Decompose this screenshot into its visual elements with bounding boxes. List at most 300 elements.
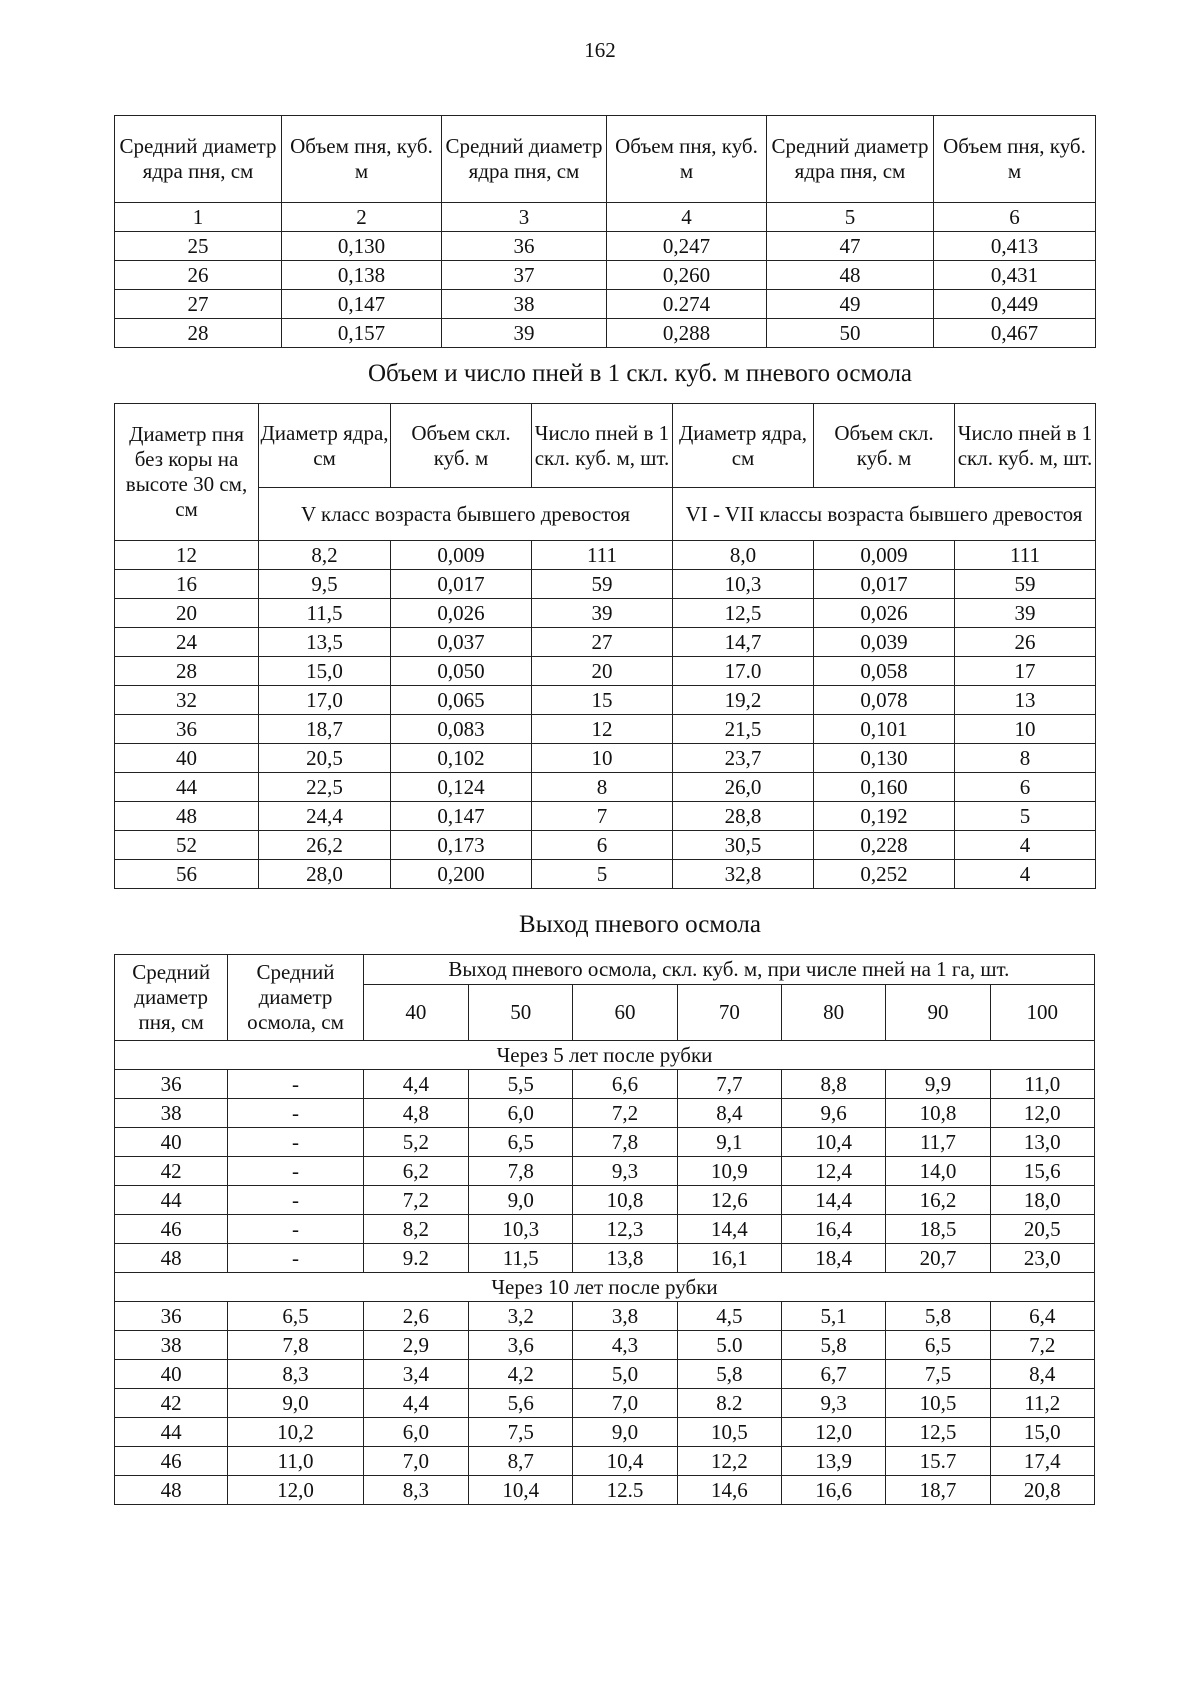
table-cell: 0,130 [282,232,442,261]
table-row [115,599,1096,628]
table-cell: 38 [115,1331,228,1360]
table-cell: 6 [955,773,1096,802]
table-cell: 28,0 [259,860,391,889]
table-cell: 15,6 [990,1157,1094,1186]
table-cell: 5,8 [886,1302,990,1331]
table-cell: 48 [115,1244,228,1273]
table-cell: 16 [115,570,259,599]
class-v-header: V класс возраста бывшего древостоя [259,488,673,541]
table-row [115,1476,1095,1505]
section-row [115,1041,1095,1070]
count-header: 100 [990,985,1094,1041]
table-cell: 0,200 [391,860,532,889]
table-cell: 9,1 [677,1128,781,1157]
count-header: 60 [573,985,677,1041]
table-cell: 7,8 [573,1128,677,1157]
table-cell: 28 [115,319,282,348]
table-cell: 0,078 [814,686,955,715]
header-cell: Средний диаметр ядра пня, см [115,116,282,203]
table-cell: 4,4 [363,1389,468,1418]
table-cell: 0,247 [607,232,767,261]
table-cell: 7,2 [573,1099,677,1128]
table-cell: 5,8 [781,1331,885,1360]
table-cell: 40 [115,1360,228,1389]
table-cell: 7,5 [469,1418,573,1447]
table-cell: 5 [955,802,1096,831]
table-cell: 10,5 [677,1418,781,1447]
table-cell: 0,160 [814,773,955,802]
table-cell: 48 [115,802,259,831]
table-cell: 26 [115,261,282,290]
table-cell: 36 [442,232,607,261]
table-cell: 10,5 [886,1389,990,1418]
table-cell: 2,9 [363,1331,468,1360]
table-cell: 10,3 [673,570,814,599]
table-row [115,1128,1095,1157]
table-cell: 23,0 [990,1244,1094,1273]
table-cell: 0,026 [391,599,532,628]
table-cell: 20,5 [990,1215,1094,1244]
table-cell: 7,0 [573,1389,677,1418]
table-cell: - [228,1215,363,1244]
table-cell: 8,2 [259,541,391,570]
table-cell: - [228,1070,363,1099]
table-cell: 15,0 [259,657,391,686]
table-cell: 20,8 [990,1476,1094,1505]
table-cell: 12,0 [781,1418,885,1447]
table-cell: 0,026 [814,599,955,628]
table-cell: 37 [442,261,607,290]
table-cell: 3,6 [469,1331,573,1360]
table-cell: - [228,1244,363,1273]
table-cell: 0,147 [282,290,442,319]
table-cell: 0,050 [391,657,532,686]
table-cell: 10,2 [228,1418,363,1447]
table-cell: 46 [115,1447,228,1476]
table-cell: 3,4 [363,1360,468,1389]
table-cell: 7,2 [363,1186,468,1215]
header-cell: Средний диаметр пня, см [115,955,228,1041]
table-cell: 3,2 [469,1302,573,1331]
table-cell: 11,2 [990,1389,1094,1418]
table-cell: 6,5 [886,1331,990,1360]
table-cell: 5,8 [677,1360,781,1389]
table-cell: 8,3 [363,1476,468,1505]
table-cell: 0,083 [391,715,532,744]
table-row [115,1215,1095,1244]
table-cell: 7,5 [886,1360,990,1389]
table-row [115,1099,1095,1128]
count-header: 90 [886,985,990,1041]
table-cell: 12,4 [781,1157,885,1186]
table-cell: 9,3 [781,1389,885,1418]
table-cell: 28 [115,657,259,686]
table-cell: 5,5 [469,1070,573,1099]
class-vi-vii-header: VI - VII классы возраста бывшего древостоя [673,488,1096,541]
table-cell: 9,9 [886,1070,990,1099]
table-cell: 0,288 [607,319,767,348]
table-cell: 111 [955,541,1096,570]
table-header-row [115,404,1096,488]
table-row [115,802,1096,831]
table-cell: 17.0 [673,657,814,686]
table-cell: 6,0 [469,1099,573,1128]
table-cell: 12,5 [886,1418,990,1447]
table-cell: - [228,1157,363,1186]
table-cell: 14,7 [673,628,814,657]
table-cell: 12 [532,715,673,744]
table-cell: 0,413 [934,232,1096,261]
count-header: 80 [781,985,885,1041]
table-cell: 12,2 [677,1447,781,1476]
table-cell: 11,5 [259,599,391,628]
table-cell: 5.0 [677,1331,781,1360]
table-row [115,541,1096,570]
table-cell: 13,5 [259,628,391,657]
table-cell: 17,4 [990,1447,1094,1476]
table-cell: 11,0 [228,1447,363,1476]
table-cell: 12,0 [990,1099,1094,1128]
table-cell: 8,0 [673,541,814,570]
table-cell: 13,8 [573,1244,677,1273]
table-row [115,686,1096,715]
table-row [115,570,1096,599]
table-header-row [115,955,1095,985]
table-cell: 24 [115,628,259,657]
table-cell: 5,0 [573,1360,677,1389]
table-row [115,290,1096,319]
table-row [115,831,1096,860]
table-cell: 6,4 [990,1302,1094,1331]
table-cell: 0,138 [282,261,442,290]
table-row [115,715,1096,744]
table-cell: 26 [955,628,1096,657]
table-cell: 15.7 [886,1447,990,1476]
table-cell: 25 [115,232,282,261]
table-cell: 16,1 [677,1244,781,1273]
table-cell: 0,467 [934,319,1096,348]
table-row [115,319,1096,348]
table-cell: 9,0 [469,1186,573,1215]
resin-yield-table [114,954,1095,1505]
table-cell: 5,2 [363,1128,468,1157]
header-cell: Диаметр ядра, см [673,404,814,488]
count-header: 70 [677,985,781,1041]
table-header-row [115,116,1096,203]
table-cell: 14,4 [781,1186,885,1215]
column-number: 2 [282,203,442,232]
header-cell: Объем скл. куб. м [814,404,955,488]
header-cell: Диаметр пня без коры на высоте 30 см, см [115,404,259,541]
table-cell: 0,192 [814,802,955,831]
table-row [115,657,1096,686]
table-cell: 0,102 [391,744,532,773]
table-cell: 59 [532,570,673,599]
table-cell: 40 [115,1128,228,1157]
table-cell: - [228,1099,363,1128]
table-cell: 40 [115,744,259,773]
table-row [115,1389,1095,1418]
table-cell: 32,8 [673,860,814,889]
table-header-row [115,488,1096,541]
column-number: 3 [442,203,607,232]
table-cell: 0,037 [391,628,532,657]
table-cell: 6,0 [363,1418,468,1447]
table-cell: 14,0 [886,1157,990,1186]
table-cell: 26,0 [673,773,814,802]
table-cell: 13,0 [990,1128,1094,1157]
table-cell: 0.274 [607,290,767,319]
table-cell: 4,2 [469,1360,573,1389]
table-cell: 59 [955,570,1096,599]
table-cell: 17,0 [259,686,391,715]
table-cell: 12 [115,541,259,570]
table-cell: - [228,1186,363,1215]
table-cell: 0,130 [814,744,955,773]
table-cell: 10,4 [781,1128,885,1157]
table-row [115,232,1096,261]
header-cell: Объем скл. куб. м [391,404,532,488]
table-cell: 7,2 [990,1331,1094,1360]
table-cell: 44 [115,1418,228,1447]
header-cell: Число пней в 1 скл. куб. м, шт. [532,404,673,488]
table-cell: 15 [532,686,673,715]
table-cell: 18,5 [886,1215,990,1244]
table-cell: 47 [767,232,934,261]
table-row [115,1331,1095,1360]
table-cell: 39 [532,599,673,628]
table-cell: 4,4 [363,1070,468,1099]
table-cell: 16,2 [886,1186,990,1215]
table-cell: 13,9 [781,1447,885,1476]
count-header: 50 [469,985,573,1041]
header-cell: Объем пня, куб. м [282,116,442,203]
table-cell: 12,5 [673,599,814,628]
table-row [115,1360,1095,1389]
table-cell: 7,8 [228,1331,363,1360]
table-cell: 4 [955,860,1096,889]
table-cell: 18,4 [781,1244,885,1273]
table-cell: 0,039 [814,628,955,657]
table-row [115,860,1096,889]
stump-count-table [114,403,1096,889]
table-cell: 20,7 [886,1244,990,1273]
section-title: Выход пневого осмола [519,911,761,938]
table-cell: 48 [767,261,934,290]
table-cell: 5,1 [781,1302,885,1331]
table-row [115,1418,1095,1447]
table-cell: 12,0 [228,1476,363,1505]
table-cell: 11,0 [990,1070,1094,1099]
table-cell: 49 [767,290,934,319]
table-cell: 39 [955,599,1096,628]
table-cell: 4,3 [573,1331,677,1360]
table-cell: 36 [115,1070,228,1099]
table-cell: 9.2 [363,1244,468,1273]
table-cell: 8,4 [677,1099,781,1128]
table-cell: 48 [115,1476,228,1505]
table-cell: 9,6 [781,1099,885,1128]
table-cell: 18,0 [990,1186,1094,1215]
table-cell: 9,3 [573,1157,677,1186]
table-cell: 6 [532,831,673,860]
table-cell: 3,8 [573,1302,677,1331]
table-cell: 0,228 [814,831,955,860]
table-cell: 12,3 [573,1215,677,1244]
table-cell: 4,5 [677,1302,781,1331]
table-cell: 36 [115,715,259,744]
page-number: 162 [584,38,616,62]
table-cell: 6,2 [363,1157,468,1186]
table-cell: 6,5 [469,1128,573,1157]
section-label: Через 10 лет после рубки [115,1273,1095,1302]
table-cell: 11,7 [886,1128,990,1157]
table-cell: 0,173 [391,831,532,860]
table-cell: 8,8 [781,1070,885,1099]
count-header: 40 [363,985,468,1041]
table-cell: 0,260 [607,261,767,290]
table-cell: 8 [955,744,1096,773]
table-cell: 8,7 [469,1447,573,1476]
table-cell: 38 [442,290,607,319]
table-cell: 0,017 [391,570,532,599]
table-cell: 0,431 [934,261,1096,290]
section-row [115,1273,1095,1302]
table-cell: 10 [532,744,673,773]
table-cell: 10 [955,715,1096,744]
table-cell: 10,8 [573,1186,677,1215]
table-cell: 0,058 [814,657,955,686]
table-row [115,1186,1095,1215]
table-cell: 32 [115,686,259,715]
table-cell: 22,5 [259,773,391,802]
section-title: Объем и число пней в 1 скл. куб. м пневого осмола [367,360,913,387]
table-cell: 4 [955,831,1096,860]
table-cell: 10,4 [469,1476,573,1505]
table-cell: 42 [115,1389,228,1418]
table-cell: 0,449 [934,290,1096,319]
table-cell: 13 [955,686,1096,715]
table-row [115,1244,1095,1273]
header-cell: Объем пня, куб. м [607,116,767,203]
table-cell: 12.5 [573,1476,677,1505]
table-cell: 24,4 [259,802,391,831]
table-cell: 17 [955,657,1096,686]
column-number-row [115,203,1096,232]
table-cell: 44 [115,773,259,802]
table-cell: 30,5 [673,831,814,860]
table-cell: 10,8 [886,1099,990,1128]
table-cell: 10,9 [677,1157,781,1186]
table-cell: 5,6 [469,1389,573,1418]
column-number: 4 [607,203,767,232]
header-cell: Выход пневого осмола, скл. куб. м, при числе пней на 1 га, шт. [363,955,1094,985]
column-number: 5 [767,203,934,232]
table-row [115,773,1096,802]
table-cell: 8,4 [990,1360,1094,1389]
table-row [115,1302,1095,1331]
table-row [115,1070,1095,1099]
table-cell: 8,2 [363,1215,468,1244]
table-cell: 0,009 [814,541,955,570]
table-cell: 7 [532,802,673,831]
table-cell: 9,0 [573,1418,677,1447]
table-row [115,744,1096,773]
table-cell: 0,147 [391,802,532,831]
header-cell: Число пней в 1 скл. куб. м, шт. [955,404,1096,488]
table-cell: 21,5 [673,715,814,744]
table-cell: 39 [442,319,607,348]
table-cell: 0,124 [391,773,532,802]
table-cell: 11,5 [469,1244,573,1273]
table-cell: 16,4 [781,1215,885,1244]
table-row [115,261,1096,290]
table-cell: 0,157 [282,319,442,348]
table-cell: 0,252 [814,860,955,889]
table-cell: 0,017 [814,570,955,599]
table-cell: 10,4 [573,1447,677,1476]
table-cell: 16,6 [781,1476,885,1505]
table-row [115,1447,1095,1476]
table-cell: 111 [532,541,673,570]
table-cell: 52 [115,831,259,860]
table-cell: 46 [115,1215,228,1244]
stump-volume-table [114,115,1096,348]
table-cell: 20,5 [259,744,391,773]
table-cell: 19,2 [673,686,814,715]
header-cell: Средний диаметр осмола, см [228,955,363,1041]
table-row [115,1157,1095,1186]
table-cell: 20 [532,657,673,686]
header-cell: Объем пня, куб. м [934,116,1096,203]
column-number: 1 [115,203,282,232]
table-cell: 5 [532,860,673,889]
header-cell: Диаметр ядра, см [259,404,391,488]
table-cell: 18,7 [886,1476,990,1505]
table-cell: 6,7 [781,1360,885,1389]
table-cell: 0,009 [391,541,532,570]
table-cell: 50 [767,319,934,348]
table-cell: 7,8 [469,1157,573,1186]
table-cell: 8,3 [228,1360,363,1389]
table-cell: 9,0 [228,1389,363,1418]
table-cell: 15,0 [990,1418,1094,1447]
table-cell: 6,5 [228,1302,363,1331]
table-cell: 0,101 [814,715,955,744]
table-cell: 27 [115,290,282,319]
table-cell: 26,2 [259,831,391,860]
table-cell: 2,6 [363,1302,468,1331]
table-row [115,628,1096,657]
table-cell: 10,3 [469,1215,573,1244]
table-cell: 36 [115,1302,228,1331]
table-cell: 7,7 [677,1070,781,1099]
table-cell: 8.2 [677,1389,781,1418]
table-cell: 56 [115,860,259,889]
table-cell: 28,8 [673,802,814,831]
column-number: 6 [934,203,1096,232]
table-cell: 0,065 [391,686,532,715]
table-cell: 42 [115,1157,228,1186]
table-cell: 7,0 [363,1447,468,1476]
table-cell: 18,7 [259,715,391,744]
table-cell: 38 [115,1099,228,1128]
table-cell: 9,5 [259,570,391,599]
table-cell: - [228,1128,363,1157]
table-cell: 8 [532,773,673,802]
table-cell: 12,6 [677,1186,781,1215]
header-cell: Средний диаметр ядра пня, см [442,116,607,203]
